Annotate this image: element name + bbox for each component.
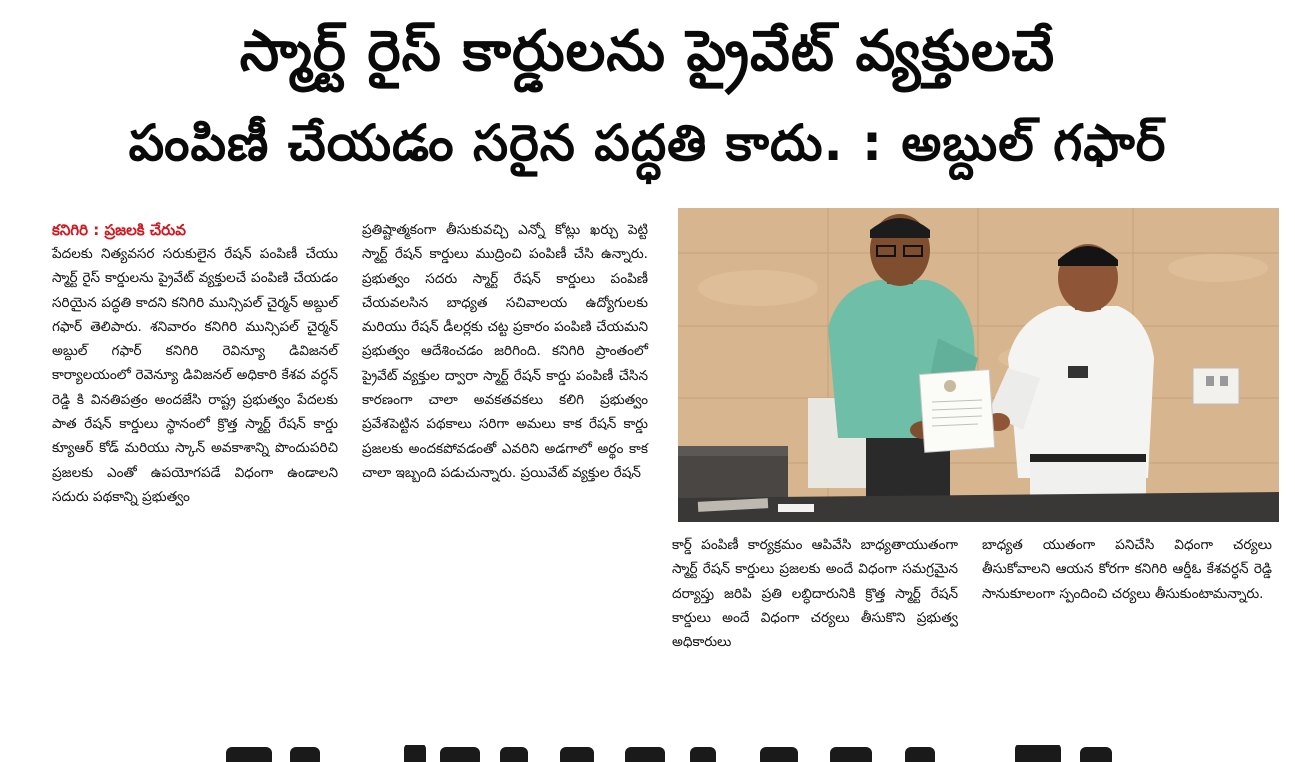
column-1-text: పేదలకు నిత్యవసర సరుకులైన రేషన్ పంపిణీ చేయు స్మార్ట్ రైస్ కార్డులను ప్రైవేట్ వ్యక్తులచే పంపిణి చేయడం సరియైన పద్ధతి కాదని కనిగిరి మున్సిపల్ చైర్మన్ అబ్దుల్ గఫార్ తెలిపారు. శనివారం కనిగిరి మున్సిపల్ చైర్మన్ అబ్దుల్ గఫార్ కనిగిరి రెవిన్యూ డివిజనల్ కార్యాలయంలో రెవెన్యూ డివిజనల్ అధికారి కేశవ వర్ధన్ రెడ్డి కి వినతిపత్రం అందజేసి రాష్ట్ర ప్రభుత్వం పేదలకు పాత రేషన్ కార్డులు స్థానంలో క్రొత్త స్మార్ట్ రేషన్ కార్డు క్యూఆర్ కోడ్ మరియు స్కాన్ అవకాశాన్ని పొందుపరిచి ప్రజలకు ఎంతో ఉపయోగపడే విధంగా ఉండాలని సదురు పథకాన్ని ప్రభుత్వం [52, 246, 338, 505]
headline-line-2: పంపిణీ చేయడం సరైన పద్ధతి కాదు. : అబ్దుల్ గఫార్ [128, 114, 1167, 172]
next-headline-cutoff [0, 745, 1295, 762]
photo-illustration [678, 208, 1279, 522]
article-column-3 [672, 533, 958, 654]
article-column-1 [52, 218, 338, 509]
article-column-2 [362, 218, 648, 485]
news-photo [678, 208, 1279, 522]
byline: కనిగిరి : ప్రజలకి చేరువ [52, 221, 186, 239]
column-4-text: బాధ్యత యుతంగా పనిచేసి విధంగా చర్యలు తీసుకోవాలని ఆయన కోరగా కనిగిరి ఆర్డీఓ కేశవర్ధన్ రెడ్డి సానుకూలంగా స్పందించి చర్యలు తీసుకుంటామన్నారు. [982, 537, 1272, 602]
headline-line-1: స్మార్ట్ రైస్ కార్డులను ప్రైవేట్ వ్యక్తులచే [239, 19, 1056, 84]
article-column-4 [982, 533, 1272, 606]
column-3-text: కార్డ్ పంపిణీ కార్యక్రమం ఆపివేసి బాధ్యతాయుతంగా స్మార్ట్ రేషన్ కార్డులు ప్రజలకు అందే విధంగా సమగ్రమైన దర్యాప్తు జరిపి ప్రతి లబ్ధిదారునికి క్రొత్త స్మార్ట్ రేషన్ కార్డులు అందే విధంగా చర్యలు తీసుకొని ప్రభుత్వ అధికారులు [672, 537, 958, 651]
column-2-text: ప్రతిష్టాత్మకంగా తీసుకువచ్చి ఎన్నో కోట్లు ఖర్చు పెట్టి స్మార్ట్ రేషన్ కార్డులు ముద్రించి పంపిణీ చేసి ఉన్నారు. ప్రభుత్వం సదరు స్మార్ట్ రేషన్ కార్డులు పంపిణీ చేయవలసిన బాధ్యత సచివాలయ ఉద్యోగులకు మరియు రేషన్ డీలర్లకు చట్ట ప్రకారం పంపిణి చేయమని ప్రభుత్వం ఆదేశించడం జరిగింది. కనిగిరి ప్రాంతంలో ప్రైవేట్ వ్యక్తుల ద్వారా స్మార్ట్ రేషన్ కార్డు పంపిణీ చేసిన కారణంగా చాలా అవకతవకలు కలిగి ప్రభుత్వం ప్రవేశపెట్టిన పథకాలు సరిగా అమలు కాక రేషన్ కార్డు ప్రజలకు అందకపోవడంతో ఎవరిని అడగాలో అర్థం కాక చాలా ఇబ్బంది పడుచున్నారు. ప్రయివేట్ వ్యక్తుల రేషన్ [362, 222, 648, 481]
